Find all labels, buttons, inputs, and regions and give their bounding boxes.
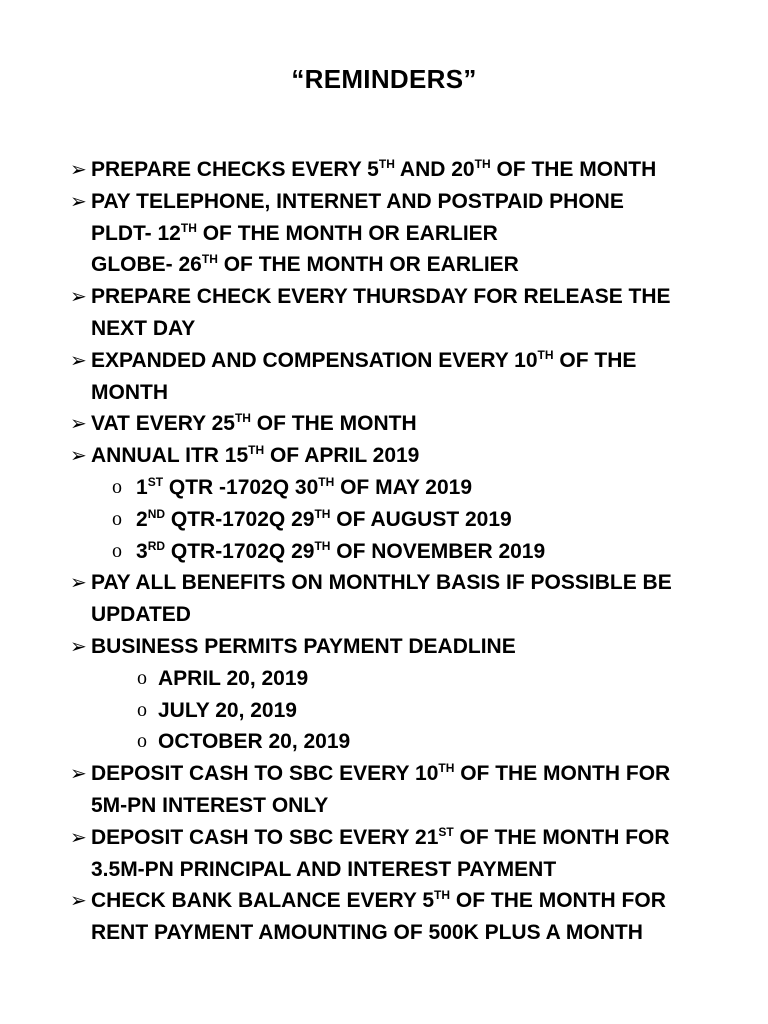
sub-list-item-text: 3RD QTR-1702Q 29TH OF NOVEMBER 2019 — [136, 538, 546, 563]
circle-bullet-icon: o — [112, 475, 122, 498]
arrow-bullet-icon: ➢ — [70, 157, 87, 181]
list-item-text: 5M-PN INTEREST ONLY — [91, 793, 329, 817]
list-item-text: UPDATED — [91, 603, 191, 627]
list-item-continuation — [0, 599, 768, 631]
list-item-text: 3.5M-PN PRINCIPAL AND INTEREST PAYMENT — [91, 857, 557, 881]
list-item-text: MONTH — [91, 380, 168, 404]
sub-list-item-text: 1ST QTR -1702Q 30TH OF MAY 2019 — [136, 474, 473, 499]
list-item-continuation — [0, 249, 768, 281]
list-item-text: NEXT DAY — [91, 316, 196, 340]
list-item-text: RENT PAYMENT AMOUNTING OF 500K PLUS A MONTH — [91, 921, 643, 945]
list-item-continuation — [0, 917, 768, 949]
circle-bullet-icon: o — [137, 698, 147, 721]
list-item — [0, 345, 768, 377]
list-item — [0, 885, 768, 917]
list-item-text: EXPANDED AND COMPENSATION EVERY 10TH OF THE — [91, 347, 637, 372]
list-item — [0, 567, 768, 599]
page-title: “REMINDERS” — [291, 64, 477, 94]
list-item — [0, 281, 768, 313]
list-item-text: DEPOSIT CASH TO SBC EVERY 21ST OF THE MONTH FOR — [91, 824, 670, 849]
reminders-list — [0, 154, 768, 949]
list-item-text: PREPARE CHECKS EVERY 5TH AND 20TH OF THE MONTH — [91, 157, 657, 181]
list-item-text: PLDT- 12TH OF THE MONTH OR EARLIER — [91, 220, 498, 245]
list-item-text: CHECK BANK BALANCE EVERY 5TH OF THE MONTH FOR — [91, 888, 666, 913]
arrow-bullet-icon: ➢ — [70, 347, 87, 372]
arrow-bullet-icon: ➢ — [70, 411, 87, 436]
arrow-bullet-icon: ➢ — [70, 888, 87, 913]
list-item-continuation — [0, 854, 768, 886]
sub-list-item — [0, 472, 768, 504]
circle-bullet-icon: o — [112, 539, 122, 562]
list-item-continuation — [0, 218, 768, 250]
arrow-bullet-icon: ➢ — [70, 824, 87, 849]
arrow-bullet-icon: ➢ — [70, 761, 87, 786]
arrow-bullet-icon: ➢ — [70, 443, 87, 468]
list-item-text: PREPARE CHECK EVERY THURSDAY FOR RELEASE THE — [91, 285, 671, 309]
sub-list-item — [0, 663, 768, 695]
list-item-text: GLOBE- 26TH OF THE MONTH OR EARLIER — [91, 252, 519, 277]
list-item — [0, 631, 768, 663]
circle-bullet-icon: o — [137, 730, 147, 753]
sub-list-item — [0, 504, 768, 536]
list-item — [0, 822, 768, 854]
sub-list-item-text: OCTOBER 20, 2019 — [158, 730, 351, 754]
list-item — [0, 186, 768, 218]
circle-bullet-icon: o — [112, 507, 122, 530]
sub-list-item — [0, 726, 768, 758]
list-item-text: DEPOSIT CASH TO SBC EVERY 10TH OF THE MONTH FOR — [91, 761, 671, 786]
sub-list-item-text: JULY 20, 2019 — [158, 698, 297, 722]
list-item-continuation — [0, 377, 768, 409]
list-item-text: PAY ALL BENEFITS ON MONTHLY BASIS IF POSSIBLE BE — [91, 571, 672, 595]
arrow-bullet-icon: ➢ — [70, 633, 87, 658]
list-item-text: VAT EVERY 25TH OF THE MONTH — [91, 411, 417, 436]
arrow-bullet-icon: ➢ — [70, 188, 87, 213]
list-item-text: ANNUAL ITR 15TH OF APRIL 2019 — [91, 443, 420, 468]
sub-list-item — [0, 695, 768, 727]
list-item-text: BUSINESS PERMITS PAYMENT DEADLINE — [91, 634, 516, 658]
list-item — [0, 440, 768, 472]
list-item — [0, 408, 768, 440]
sub-list-item-text: APRIL 20, 2019 — [158, 666, 309, 690]
sub-list-item-text: 2ND QTR-1702Q 29TH OF AUGUST 2019 — [136, 506, 512, 531]
list-item-continuation — [0, 790, 768, 822]
circle-bullet-icon: o — [137, 666, 147, 689]
list-item-continuation — [0, 313, 768, 345]
list-item — [0, 758, 768, 790]
arrow-bullet-icon: ➢ — [70, 284, 87, 309]
sub-list-item — [0, 536, 768, 568]
list-item — [0, 154, 768, 186]
list-item-text: PAY TELEPHONE, INTERNET AND POSTPAID PHONE — [91, 189, 624, 213]
arrow-bullet-icon: ➢ — [70, 570, 87, 595]
